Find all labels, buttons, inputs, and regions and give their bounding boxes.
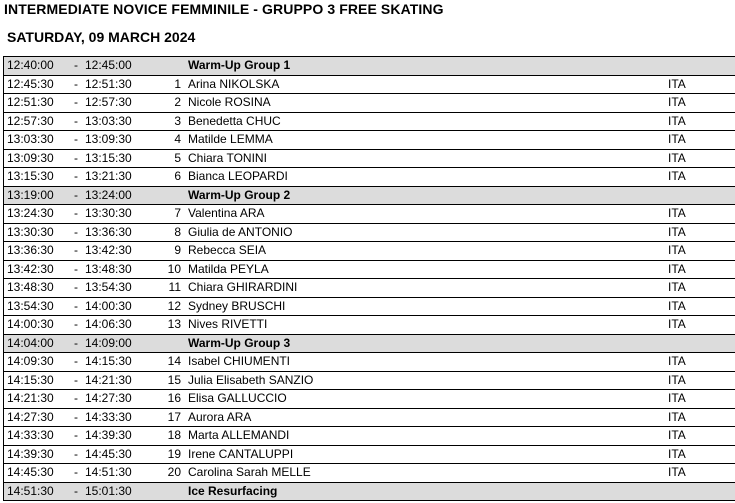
skater-name: Irene CANTALUPPI xyxy=(188,445,668,464)
start-number: 10 xyxy=(167,260,188,279)
skater-name: Valentina ARA xyxy=(188,205,668,224)
end-time: 14:39:30 xyxy=(83,427,167,446)
schedule-skater-row xyxy=(4,205,735,224)
start-number: 15 xyxy=(167,371,188,390)
schedule-skater-row xyxy=(4,464,735,483)
event-name: Ice Resurfacing xyxy=(188,482,668,501)
nation: ITA xyxy=(668,223,735,242)
time-separator: - xyxy=(69,279,83,298)
nation: ITA xyxy=(668,390,735,409)
start-time: 14:04:00 xyxy=(4,334,70,353)
start-number: 7 xyxy=(167,205,188,224)
nation: ITA xyxy=(668,408,735,427)
schedule-body xyxy=(4,57,735,501)
nation xyxy=(668,482,735,501)
start-number xyxy=(167,334,188,353)
nation: ITA xyxy=(668,427,735,446)
skater-name: Elisa GALLUCCIO xyxy=(188,390,668,409)
event-name: Warm-Up Group 1 xyxy=(188,57,668,76)
start-number: 8 xyxy=(167,223,188,242)
nation xyxy=(668,186,735,205)
skater-name: Carolina Sarah MELLE xyxy=(188,464,668,483)
skater-name: Aurora ARA xyxy=(188,408,668,427)
schedule-skater-row xyxy=(4,260,735,279)
start-time: 12:51:30 xyxy=(4,94,70,113)
start-number: 20 xyxy=(167,464,188,483)
start-time: 14:15:30 xyxy=(4,371,70,390)
start-time: 13:15:30 xyxy=(4,168,70,187)
start-time: 13:09:30 xyxy=(4,149,70,168)
end-time: 13:30:30 xyxy=(83,205,167,224)
time-separator: - xyxy=(69,445,83,464)
skater-name: Rebecca SEIA xyxy=(188,242,668,261)
nation: ITA xyxy=(668,94,735,113)
time-separator: - xyxy=(69,427,83,446)
skater-name: Marta ALLEMANDI xyxy=(188,427,668,446)
skater-name: Matilda PEYLA xyxy=(188,260,668,279)
nation xyxy=(668,334,735,353)
nation xyxy=(668,57,735,76)
start-time: 13:30:30 xyxy=(4,223,70,242)
end-time: 13:24:00 xyxy=(83,186,167,205)
skater-name: Arina NIKOLSKA xyxy=(188,75,668,94)
time-separator: - xyxy=(69,75,83,94)
event-name: Warm-Up Group 2 xyxy=(188,186,668,205)
start-time: 14:21:30 xyxy=(4,390,70,409)
schedule-skater-row xyxy=(4,408,735,427)
start-time: 14:27:30 xyxy=(4,408,70,427)
start-number: 13 xyxy=(167,316,188,335)
start-time: 13:24:30 xyxy=(4,205,70,224)
time-separator: - xyxy=(69,464,83,483)
end-time: 14:33:30 xyxy=(83,408,167,427)
start-number: 16 xyxy=(167,390,188,409)
time-separator: - xyxy=(69,112,83,131)
start-number: 3 xyxy=(167,112,188,131)
document-date: SATURDAY, 09 MARCH 2024 xyxy=(7,29,196,45)
schedule-event-row xyxy=(4,334,735,353)
nation: ITA xyxy=(668,353,735,372)
schedule-skater-row xyxy=(4,242,735,261)
start-time: 13:54:30 xyxy=(4,297,70,316)
nation: ITA xyxy=(668,205,735,224)
time-separator: - xyxy=(69,260,83,279)
nation: ITA xyxy=(668,75,735,94)
end-time: 13:03:30 xyxy=(83,112,167,131)
end-time: 15:01:30 xyxy=(83,482,167,501)
schedule-skater-row xyxy=(4,445,735,464)
skater-name: Benedetta CHUC xyxy=(188,112,668,131)
schedule-event-row xyxy=(4,186,735,205)
schedule-skater-row xyxy=(4,427,735,446)
end-time: 13:09:30 xyxy=(83,131,167,150)
start-number: 14 xyxy=(167,353,188,372)
time-separator: - xyxy=(69,316,83,335)
time-separator: - xyxy=(69,334,83,353)
skater-name: Sydney BRUSCHI xyxy=(188,297,668,316)
nation: ITA xyxy=(668,131,735,150)
skater-name: Julia Elisabeth SANZIO xyxy=(188,371,668,390)
time-separator: - xyxy=(69,131,83,150)
skater-name: Nicole ROSINA xyxy=(188,94,668,113)
event-name: Warm-Up Group 3 xyxy=(188,334,668,353)
start-number xyxy=(167,482,188,501)
nation: ITA xyxy=(668,464,735,483)
start-number: 9 xyxy=(167,242,188,261)
schedule-skater-row xyxy=(4,131,735,150)
start-number: 2 xyxy=(167,94,188,113)
start-number: 17 xyxy=(167,408,188,427)
time-separator: - xyxy=(69,57,83,76)
end-time: 13:21:30 xyxy=(83,168,167,187)
start-time: 12:45:30 xyxy=(4,75,70,94)
start-number: 6 xyxy=(167,168,188,187)
time-separator: - xyxy=(69,353,83,372)
end-time: 14:45:30 xyxy=(83,445,167,464)
start-number xyxy=(167,186,188,205)
start-number: 4 xyxy=(167,131,188,150)
time-separator: - xyxy=(69,149,83,168)
end-time: 13:15:30 xyxy=(83,149,167,168)
end-time: 12:45:00 xyxy=(83,57,167,76)
skater-name: Matilde LEMMA xyxy=(188,131,668,150)
time-separator: - xyxy=(69,186,83,205)
skater-name: Giulia de ANTONIO xyxy=(188,223,668,242)
time-separator: - xyxy=(69,205,83,224)
start-number: 5 xyxy=(167,149,188,168)
schedule-skater-row xyxy=(4,94,735,113)
schedule-skater-row xyxy=(4,223,735,242)
end-time: 12:51:30 xyxy=(83,75,167,94)
schedule-skater-row xyxy=(4,297,735,316)
schedule-skater-row xyxy=(4,168,735,187)
start-time: 13:48:30 xyxy=(4,279,70,298)
schedule-skater-row xyxy=(4,390,735,409)
start-time: 14:33:30 xyxy=(4,427,70,446)
time-separator: - xyxy=(69,371,83,390)
nation: ITA xyxy=(668,316,735,335)
end-time: 13:48:30 xyxy=(83,260,167,279)
start-time: 13:42:30 xyxy=(4,260,70,279)
time-separator: - xyxy=(69,408,83,427)
start-time: 13:19:00 xyxy=(4,186,70,205)
skater-name: Bianca LEOPARDI xyxy=(188,168,668,187)
nation: ITA xyxy=(668,112,735,131)
end-time: 14:27:30 xyxy=(83,390,167,409)
skater-name: Chiara TONINI xyxy=(188,149,668,168)
nation: ITA xyxy=(668,168,735,187)
nation: ITA xyxy=(668,445,735,464)
end-time: 12:57:30 xyxy=(83,94,167,113)
start-number: 11 xyxy=(167,279,188,298)
schedule-skater-row xyxy=(4,279,735,298)
skater-name: Chiara GHIRARDINI xyxy=(188,279,668,298)
start-time: 13:03:30 xyxy=(4,131,70,150)
time-separator: - xyxy=(69,297,83,316)
start-time: 14:00:30 xyxy=(4,316,70,335)
schedule-skater-row xyxy=(4,75,735,94)
start-time: 14:39:30 xyxy=(4,445,70,464)
time-separator: - xyxy=(69,94,83,113)
end-time: 13:42:30 xyxy=(83,242,167,261)
start-number xyxy=(167,57,188,76)
end-time: 14:09:00 xyxy=(83,334,167,353)
start-number: 1 xyxy=(167,75,188,94)
time-separator: - xyxy=(69,168,83,187)
skater-name: Isabel CHIUMENTI xyxy=(188,353,668,372)
start-time: 12:57:30 xyxy=(4,112,70,131)
time-separator: - xyxy=(69,482,83,501)
end-time: 13:54:30 xyxy=(83,279,167,298)
start-time: 13:36:30 xyxy=(4,242,70,261)
skater-name: Nives RIVETTI xyxy=(188,316,668,335)
end-time: 14:51:30 xyxy=(83,464,167,483)
start-number: 12 xyxy=(167,297,188,316)
time-separator: - xyxy=(69,242,83,261)
schedule-event-row xyxy=(4,57,735,76)
schedule-skater-row xyxy=(4,112,735,131)
nation: ITA xyxy=(668,260,735,279)
start-time: 14:09:30 xyxy=(4,353,70,372)
start-time: 14:51:30 xyxy=(4,482,70,501)
start-number: 18 xyxy=(167,427,188,446)
nation: ITA xyxy=(668,297,735,316)
nation: ITA xyxy=(668,242,735,261)
nation: ITA xyxy=(668,279,735,298)
schedule-skater-row xyxy=(4,353,735,372)
end-time: 14:21:30 xyxy=(83,371,167,390)
schedule-table xyxy=(3,56,735,501)
nation: ITA xyxy=(668,371,735,390)
nation: ITA xyxy=(668,149,735,168)
start-time: 12:40:00 xyxy=(4,57,70,76)
document-title: INTERMEDIATE NOVICE FEMMINILE - GRUPPO 3 FREE SKATING xyxy=(4,1,444,17)
end-time: 14:00:30 xyxy=(83,297,167,316)
end-time: 14:06:30 xyxy=(83,316,167,335)
end-time: 13:36:30 xyxy=(83,223,167,242)
schedule-skater-row xyxy=(4,371,735,390)
start-number: 19 xyxy=(167,445,188,464)
schedule-skater-row xyxy=(4,316,735,335)
time-separator: - xyxy=(69,390,83,409)
end-time: 14:15:30 xyxy=(83,353,167,372)
schedule-event-row xyxy=(4,482,735,501)
time-separator: - xyxy=(69,223,83,242)
schedule-skater-row xyxy=(4,149,735,168)
start-time: 14:45:30 xyxy=(4,464,70,483)
